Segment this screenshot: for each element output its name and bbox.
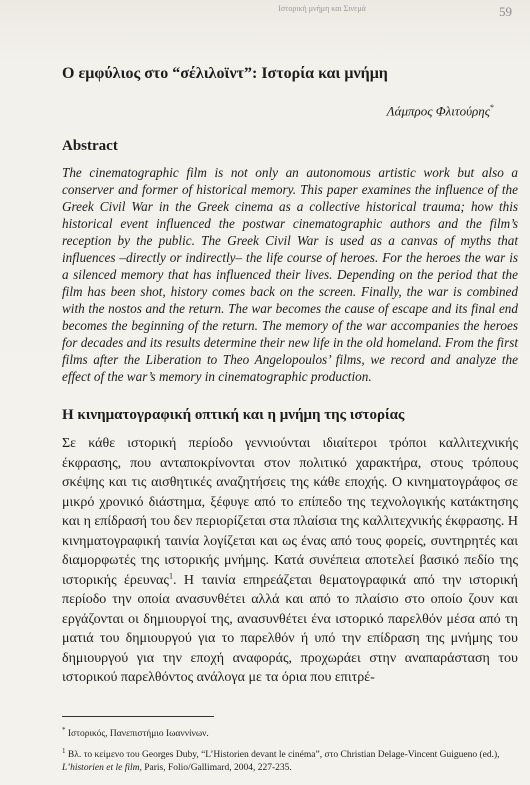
- author-name: [387, 103, 494, 119]
- abstract-text: The cinematographic film is not only an autonomous artistic work but also a conserver and former of historical memory. This paper examines the influence of the Greek Civil War in the Greek cinema as a collective historical trauma; how this historical event influenced the postwar cinematographic authors and the film’s reception by the public. The Greek Civil War is used as a canvas of myths that influences –directly or indirectly– the life course of heroes. For the heroes the war is a silenced memory that has influenced their lives. Depending on the period that the film has been shot, history comes back on the screen. Finally, the war is combined with the nostos and the return. The war becomes the cause of escape and its final end becomes the beginning of the return. The memory of the war accompanies the heroes for decades and its results determine their new life in the old homeland. From the first films after the Liberation to Theo Angelopoulos’ films, we record and analyze the effect of the war’s memory in cinematographic production.: [62, 165, 518, 384]
- footnote-1-text-a: Βλ. το κείμενο του Georges Duby, “L’Historien devant le cinéma”, στο Christian Delage-Vincent Guigueno (ed.),: [65, 750, 500, 761]
- show-through-text: [62, 28, 502, 98]
- body-text-part-2: . Η ταινία επηρεάζεται θεματογραφικά από την ιστορική περίοδο την οποία ανασυνθέτει αλλά και από το πλαίσιο στο οποίο ζουν και εργάζονται οι δημιουργοί της, ανασυνθέτει ένα ιστορικό παρελθόν μέσα από τη ματιά του δημιουργού για το παρελθόν ή υπό την επίδραση της μνήμης του δημιουργού για την εποχή αναφοράς, προχωράει στην αναπαράσταση του ιστορικού παρελθόντος ανάλογα με τα όρια που επιτρέ-: [62, 572, 518, 685]
- abstract-heading: Abstract: [62, 138, 118, 154]
- section-heading: Η κινηματογραφική οπτική και η μνήμη της ιστορίας: [62, 407, 405, 423]
- footnote-author-mark: *: [62, 726, 66, 734]
- footnote-reference-1: 1: [168, 570, 173, 580]
- footnote-author-text: Ιστορικός, Πανεπιστήμιο Ιωαννίνων.: [65, 729, 209, 740]
- body-paragraph: [62, 434, 518, 688]
- footnotes: [62, 724, 518, 779]
- footnote-1: [62, 745, 518, 775]
- footnote-author: [62, 724, 518, 741]
- footnote-divider: [62, 716, 214, 717]
- article-title: Ο εμφύλιος στο “σέλιλοϊντ”: Ιστορία και μνήμη: [62, 65, 388, 82]
- running-header: Ιστορική μνήμη και Σινεμά: [278, 4, 366, 13]
- author-name-text: Λάμπρος Φλιτούρης: [386, 103, 490, 119]
- footnote-1-book-title: L’historien et le film: [62, 763, 140, 774]
- body-text-part-1: Σε κάθε ιστορική περίοδο γεννιούνται ιδιαίτεροι τρόποι καλλιτεχνικής έκφρασης, που ανταποκρίνονται στον πολιτικό χαρακτήρα, στους τρόπους σκέψης και τις αισθητικές αναζητήσεις της κάθε εποχής. Ο κινηματογράφος σε μικρό χρονικό διάστημα, ξέφυγε από το επίπεδο της τεχνολογικής κατάκτησης και η επίδρασή του δεν περιορίζεται στα πλαίσια της καλλιτεχνικής έκφρασης. Η κινηματογραφική ταινία λογίζεται και ως ένας από τους φορείς, συντηρητές και διαμορφωτές της ιστορικής μνήμης. Κατά συνέπεια αποτελεί βασικό πεδίο της ιστορικής έρευνας: [62, 436, 518, 588]
- author-footnote-mark: *: [490, 103, 494, 112]
- page-number: 59: [499, 4, 512, 19]
- footnote-1-mark: 1: [62, 747, 66, 756]
- footnote-1-text-b: , Paris, Folio/Gallimard, 2004, 227-235.: [139, 763, 292, 774]
